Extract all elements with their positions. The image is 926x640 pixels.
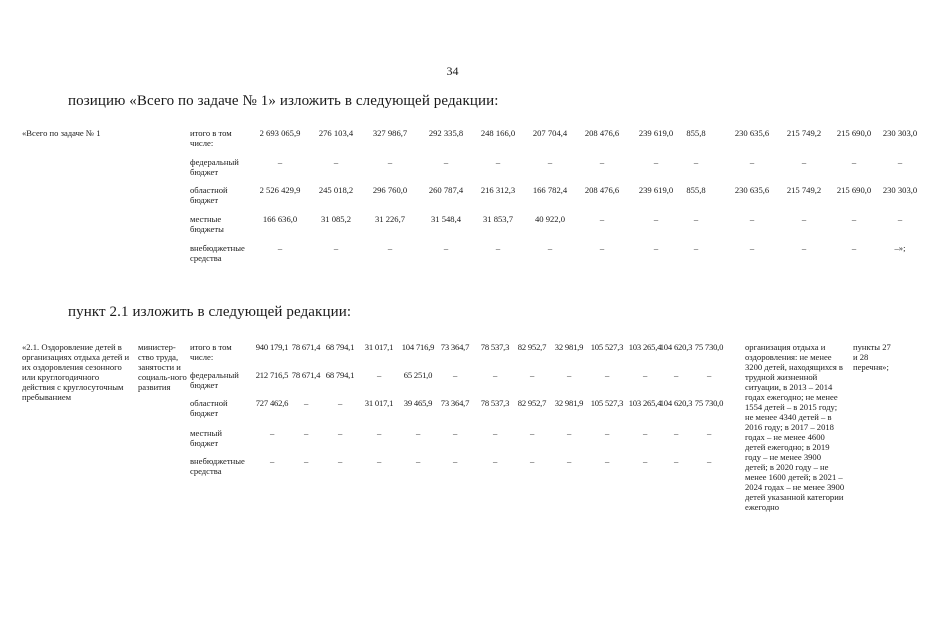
- value-cell: 230 635,6: [734, 128, 770, 138]
- funding-source: федеральный бюджет: [190, 157, 239, 177]
- value-cell: –: [653, 243, 659, 253]
- value-cell: –: [749, 214, 755, 224]
- value-cell: –: [749, 243, 755, 253]
- value-cell: –: [452, 456, 458, 466]
- value-cell: 31 853,7: [482, 214, 514, 224]
- heading-total-task-1: позицию «Всего по задаче № 1» изложить в следующей редакции:: [68, 93, 499, 109]
- value-cell: 78 537,3: [480, 398, 510, 408]
- funding-source: итого в том числе:: [190, 128, 232, 148]
- value-cell: –: [673, 428, 679, 438]
- value-cell: 31 017,1: [364, 398, 394, 408]
- value-cell: –: [269, 456, 275, 466]
- value-cell: –: [599, 214, 605, 224]
- value-cell: –: [897, 157, 903, 167]
- value-cell: –: [801, 157, 807, 167]
- funding-source: местный бюджет: [190, 428, 223, 448]
- page-number: 34: [446, 64, 459, 78]
- list-items-reference: пункты 27 и 28 перечня»;: [853, 342, 891, 372]
- value-cell: –: [801, 243, 807, 253]
- value-cell: 105 527,3: [590, 342, 624, 352]
- value-cell: 68 794,1: [325, 370, 355, 380]
- value-cell: –: [452, 370, 458, 380]
- value-cell: –: [547, 243, 553, 253]
- funding-source: местные бюджеты: [190, 214, 224, 234]
- value-cell: 215 690,0: [836, 185, 872, 195]
- value-cell: 166 782,4: [532, 185, 568, 195]
- value-cell: 78 537,3: [480, 342, 510, 352]
- value-cell: 940 179,1: [255, 342, 289, 352]
- value-cell: 230 303,0: [882, 185, 918, 195]
- value-cell: 248 166,0: [480, 128, 516, 138]
- value-cell: 215 749,2: [786, 128, 822, 138]
- value-cell: –: [387, 243, 393, 253]
- value-cell: 208 476,6: [584, 185, 620, 195]
- value-cell: –: [653, 157, 659, 167]
- value-cell: –: [529, 370, 535, 380]
- value-cell: 104 620,3: [659, 398, 693, 408]
- value-cell: 239 619,0: [638, 128, 674, 138]
- value-cell: 855,8: [686, 128, 706, 138]
- value-cell: –: [851, 157, 857, 167]
- value-cell: 327 986,7: [372, 128, 408, 138]
- value-cell: –: [277, 157, 283, 167]
- value-cell: –: [452, 428, 458, 438]
- value-cell: –: [547, 157, 553, 167]
- funding-source: внебюджетные средства: [190, 456, 245, 476]
- value-cell: 105 527,3: [590, 398, 624, 408]
- value-cell: –: [673, 370, 679, 380]
- value-cell: –»;: [894, 243, 906, 253]
- value-cell: –: [415, 456, 421, 466]
- value-cell: 82 952,7: [517, 342, 547, 352]
- value-cell: 82 952,7: [517, 398, 547, 408]
- value-cell: 855,8: [686, 185, 706, 195]
- value-cell: –: [337, 456, 343, 466]
- value-cell: –: [333, 243, 339, 253]
- value-cell: 207 704,4: [532, 128, 568, 138]
- value-cell: 215 690,0: [836, 128, 872, 138]
- value-cell: –: [376, 428, 382, 438]
- value-cell: –: [693, 243, 699, 253]
- value-cell: –: [492, 456, 498, 466]
- value-cell: 103 265,4: [628, 398, 662, 408]
- value-cell: –: [492, 370, 498, 380]
- value-cell: –: [897, 214, 903, 224]
- value-cell: –: [269, 428, 275, 438]
- value-cell: –: [749, 157, 755, 167]
- value-cell: –: [801, 214, 807, 224]
- value-cell: 104 620,3: [659, 342, 693, 352]
- value-cell: –: [653, 214, 659, 224]
- value-cell: 31 085,2: [320, 214, 352, 224]
- value-cell: –: [642, 370, 648, 380]
- value-cell: –: [443, 157, 449, 167]
- value-cell: –: [277, 243, 283, 253]
- value-cell: 212 716,5: [255, 370, 289, 380]
- value-cell: 78 671,4: [291, 342, 321, 352]
- value-cell: 208 476,6: [584, 128, 620, 138]
- value-cell: –: [599, 157, 605, 167]
- value-cell: –: [642, 428, 648, 438]
- value-cell: 78 671,4: [291, 370, 321, 380]
- value-cell: 296 760,0: [372, 185, 408, 195]
- value-cell: –: [303, 456, 309, 466]
- value-cell: 103 265,4: [628, 342, 662, 352]
- value-cell: –: [303, 398, 309, 408]
- value-cell: –: [529, 456, 535, 466]
- value-cell: –: [706, 456, 712, 466]
- funding-source: областной бюджет: [190, 398, 228, 418]
- value-cell: –: [495, 243, 501, 253]
- value-cell: –: [599, 243, 605, 253]
- value-cell: 73 364,7: [440, 342, 470, 352]
- row-label: «Всего по задаче № 1: [22, 128, 101, 138]
- value-cell: –: [642, 456, 648, 466]
- value-cell: 216 312,3: [480, 185, 516, 195]
- value-cell: 32 981,9: [554, 342, 584, 352]
- value-cell: –: [693, 157, 699, 167]
- funding-source: внебюджетные средства: [190, 243, 245, 263]
- heading-item-2-1: пункт 2.1 изложить в следующей редакции:: [68, 304, 352, 320]
- value-cell: 75 730,0: [694, 342, 724, 352]
- funding-source: областной бюджет: [190, 185, 228, 205]
- value-cell: 166 636,0: [262, 214, 298, 224]
- value-cell: –: [376, 456, 382, 466]
- value-cell: 2 526 429,9: [259, 185, 301, 195]
- value-cell: –: [851, 243, 857, 253]
- value-cell: 68 794,1: [325, 342, 355, 352]
- value-cell: 31 017,1: [364, 342, 394, 352]
- value-cell: –: [673, 456, 679, 466]
- value-cell: –: [604, 370, 610, 380]
- value-cell: –: [566, 428, 572, 438]
- value-cell: 215 749,2: [786, 185, 822, 195]
- value-cell: 31 548,4: [430, 214, 462, 224]
- value-cell: –: [337, 398, 343, 408]
- value-cell: –: [333, 157, 339, 167]
- value-cell: 40 922,0: [534, 214, 566, 224]
- value-cell: –: [337, 428, 343, 438]
- value-cell: 727 462,6: [255, 398, 289, 408]
- value-cell: 65 251,0: [403, 370, 433, 380]
- value-cell: –: [566, 456, 572, 466]
- value-cell: –: [415, 428, 421, 438]
- value-cell: 2 693 065,9: [259, 128, 301, 138]
- value-cell: 104 716,9: [401, 342, 435, 352]
- value-cell: 276 103,4: [318, 128, 354, 138]
- value-cell: 292 335,8: [428, 128, 464, 138]
- funding-source: федеральный бюджет: [190, 370, 239, 390]
- value-cell: 39 465,9: [403, 398, 433, 408]
- value-cell: –: [376, 370, 382, 380]
- value-cell: –: [303, 428, 309, 438]
- value-cell: –: [566, 370, 572, 380]
- row-label: «2.1. Оздоровление детей в организациях отдыха детей и их оздоровления сезонного или круглогодичного действия с круглосуточным пребыванием: [22, 342, 130, 402]
- value-cell: 73 364,7: [440, 398, 470, 408]
- value-cell: –: [706, 428, 712, 438]
- value-cell: 239 619,0: [638, 185, 674, 195]
- value-cell: 230 635,6: [734, 185, 770, 195]
- value-cell: –: [604, 428, 610, 438]
- expected-result: организация отдыха и оздоровления: не менее 3200 детей, находящихся в трудной жизненной ситуации, в 2013 – 2014 годах ежегодно; не менее 1554 детей – в 2015 году; не менее 4340 детей – в 2016 году; в 2017 – 2018 годах – не менее 4600 детей ежегодно; в 2019 году – не менее 3900 детей; в 2020 году – не менее 1600 детей; в 2021 – 2024 годах – не менее 3900 детей указанной категории ежегодно: [745, 342, 845, 512]
- value-cell: –: [495, 157, 501, 167]
- value-cell: –: [604, 456, 610, 466]
- value-cell: –: [851, 214, 857, 224]
- value-cell: 75 730,0: [694, 398, 724, 408]
- responsible-ministry: министер-ство труда, занятости и социаль-ного развития: [138, 342, 187, 392]
- funding-source: итого в том числе:: [190, 342, 232, 362]
- value-cell: 230 303,0: [882, 128, 918, 138]
- value-cell: 245 018,2: [318, 185, 354, 195]
- value-cell: –: [693, 214, 699, 224]
- value-cell: –: [443, 243, 449, 253]
- value-cell: 260 787,4: [428, 185, 464, 195]
- value-cell: –: [706, 370, 712, 380]
- value-cell: –: [387, 157, 393, 167]
- value-cell: 31 226,7: [374, 214, 406, 224]
- value-cell: –: [529, 428, 535, 438]
- value-cell: –: [492, 428, 498, 438]
- value-cell: 32 981,9: [554, 398, 584, 408]
